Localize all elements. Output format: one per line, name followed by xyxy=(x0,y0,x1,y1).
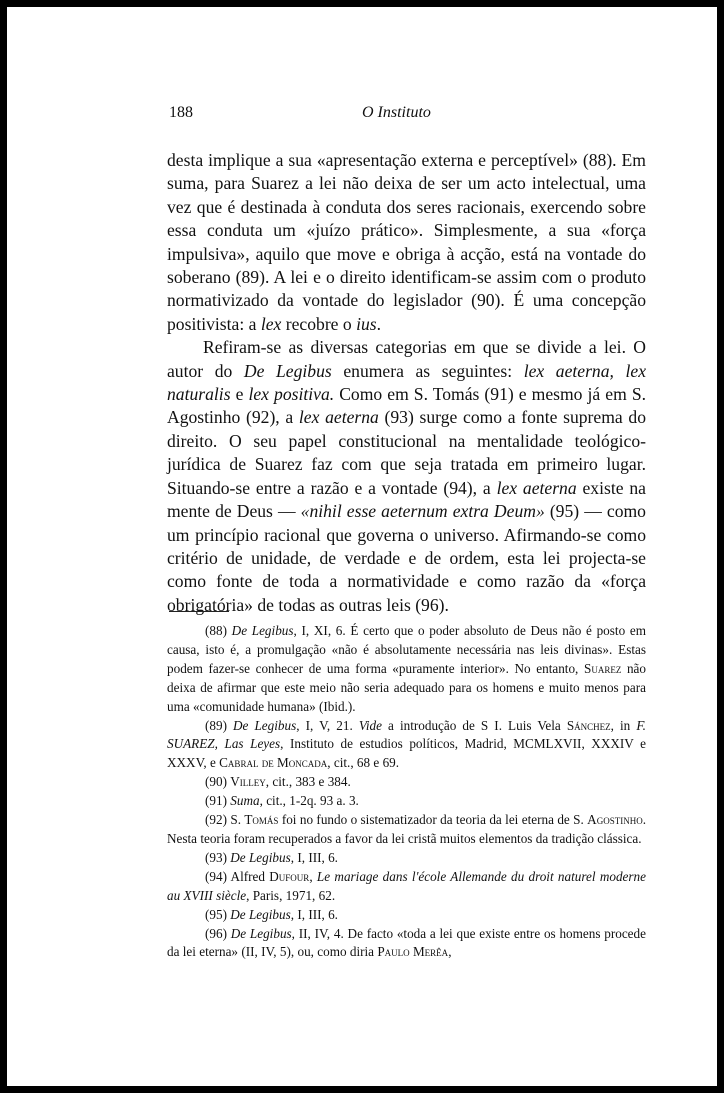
italic-run: De Legibus xyxy=(231,623,294,638)
footnote-90 xyxy=(167,773,646,792)
text-run: , I, XI, 6. É certo que o poder absoluto de Deus não é posto em causa, isto é, a promulgação «não é absolutamente necessária nas leis divinas». Estas podem fazer-se conhecer de uma forma «puramente interior». No entanto, xyxy=(167,623,646,676)
italic-run: ius xyxy=(356,313,377,334)
small-caps-run: Villey xyxy=(230,774,266,790)
footnote-95 xyxy=(167,906,646,925)
text-run: , xyxy=(309,868,317,884)
small-caps-run: Suarez xyxy=(583,660,622,676)
italic-run: De Legibus xyxy=(230,849,291,865)
footnote-94 xyxy=(167,868,646,906)
text-run: (94) Alfred xyxy=(205,868,270,884)
text-run: (93) surge como a fonte suprema do direito. O seu papel constitucional na mentalidade teológico-jurídica de Suarez faz com que seja tratada em primeiro lugar. Situando-se entre a razão e a vontade (94), a xyxy=(167,407,646,498)
small-caps-run: Paulo Merêa xyxy=(377,944,449,960)
footnote-89 xyxy=(167,717,646,774)
italic-run: lex aeterna xyxy=(298,407,379,428)
small-caps-run: Cabral de Moncada xyxy=(219,755,328,771)
text-run: não deixa de afirmar que este meio não seria adequado para os homens e muito menos para uma «comunidade humana» (Ibid.). xyxy=(167,660,646,714)
text-run: , in xyxy=(610,717,637,733)
text-run: (90) xyxy=(205,774,231,790)
text-run: , xyxy=(448,944,452,960)
text-run: , Paris, 1971, 62. xyxy=(246,887,336,903)
footnotes xyxy=(167,622,646,962)
italic-run: De Legibus xyxy=(233,717,297,733)
text-run: (92) S. xyxy=(205,812,245,828)
text-run: (88) xyxy=(205,623,232,638)
text-run: , cit., 68 e 69. xyxy=(327,755,400,771)
text-run: , Instituto de estudios políticos, Madrid, MCMLXVII, XXXIV e XXXV, e xyxy=(167,736,646,771)
italic-run: Suma xyxy=(230,793,260,809)
small-caps-run: Agostinho xyxy=(587,812,643,828)
text-run: (95) xyxy=(205,906,231,922)
italic-run: lex aeterna xyxy=(496,477,577,498)
text-run: (89) xyxy=(205,717,234,733)
text-run: a introdução de S I. Luis Vela xyxy=(382,717,567,733)
main-text xyxy=(167,149,646,617)
page-number: 188 xyxy=(169,104,193,121)
italic-run: De Legibus xyxy=(243,360,332,381)
page xyxy=(7,7,717,1086)
footnote-96 xyxy=(167,925,646,963)
italic-run: lex xyxy=(260,313,282,334)
text-run: , cit., 1-2q. 93 a. 3. xyxy=(259,793,359,809)
text-run: enumera as seguintes: xyxy=(331,360,524,381)
running-title: O Instituto xyxy=(362,104,431,121)
italic-run: lex aeterna, lex naturalis xyxy=(167,360,647,405)
text-run: , I, III, 6. xyxy=(290,906,338,922)
italic-run: De Legibus xyxy=(230,925,292,941)
text-run: Como em S. Tomás (91) e mesmo já em S. Agostinho (92), a xyxy=(167,384,646,428)
footnote-93 xyxy=(167,849,646,868)
footnote-92 xyxy=(167,811,646,849)
italic-run: lex positiva. xyxy=(248,384,335,405)
footnote-88 xyxy=(167,622,646,717)
text-run: , I, V, 21. xyxy=(296,717,359,733)
small-caps-run: Sánchez xyxy=(566,717,611,733)
footnote-91 xyxy=(167,792,646,811)
text-run: (95) — como um princípio racional que governa o universo. Afirmando-se como critério de unidade, de verdade e de ordem, esta lei projecta-se como fonte de toda a normatividade e como razão da «força obrigatória» de todas as outras leis (96). xyxy=(167,501,646,615)
text-run: , I, III, 6. xyxy=(290,849,338,865)
text-run: , cit., 383 e 384. xyxy=(265,774,351,790)
small-caps-run: Tomás xyxy=(244,812,279,828)
paragraph-1 xyxy=(167,149,646,336)
italic-run: De Legibus xyxy=(230,906,291,922)
italic-run: «nihil esse aeternum extra Deum» xyxy=(300,501,545,522)
footnote-separator xyxy=(169,611,229,612)
text-run: (96) xyxy=(205,925,231,941)
text-run: recobre o xyxy=(281,313,357,334)
text-run: e xyxy=(230,384,249,405)
text-run: . xyxy=(376,313,382,334)
text-run: . Nesta teoria foram recuperados a favor da lei cristã muitos elementos da tradição clássica. xyxy=(167,812,646,846)
page-header xyxy=(7,104,717,126)
text-run: (91) xyxy=(205,793,231,809)
text-run: desta implique a sua «apresentação externa e perceptível» (88). Em suma, para Suarez a lei não deixa de ser um acto intelectual, uma vez que é destinada à conduta dos seres racionais, exercendo sobre essa conduta um «juízo prático». Simplesmente, a sua «força impulsiva», aquilo que move e obriga à acção, está na vontade do soberano (89). A lei e o direito identificam-se assim com o produto normativizado da vontade do legislador (90). É uma concepção positivista: a xyxy=(167,150,646,334)
text-run: (93) xyxy=(205,849,231,865)
paragraph-2 xyxy=(167,336,646,617)
italic-run: Le mariage dans l'école Allemande du droit naturel moderne au XVIII siècle xyxy=(167,868,646,903)
text-run: , II, IV, 4. De facto «toda a lei que existe entre os homens procede da lei eterna» (II, IV, 5), ou, como diria xyxy=(167,925,646,960)
small-caps-run: Dufour xyxy=(269,868,310,884)
italic-run: F. SUAREZ, Las Leyes xyxy=(167,717,646,752)
text-run: foi no fundo o sistematizador da teoria da lei eterna de S. xyxy=(278,812,588,828)
text-run: existe na mente de Deus — xyxy=(167,477,646,522)
italic-run: Vide xyxy=(358,717,382,733)
text-run: Refiram-se as diversas categorias em que se divide a lei. O autor do xyxy=(167,337,646,381)
